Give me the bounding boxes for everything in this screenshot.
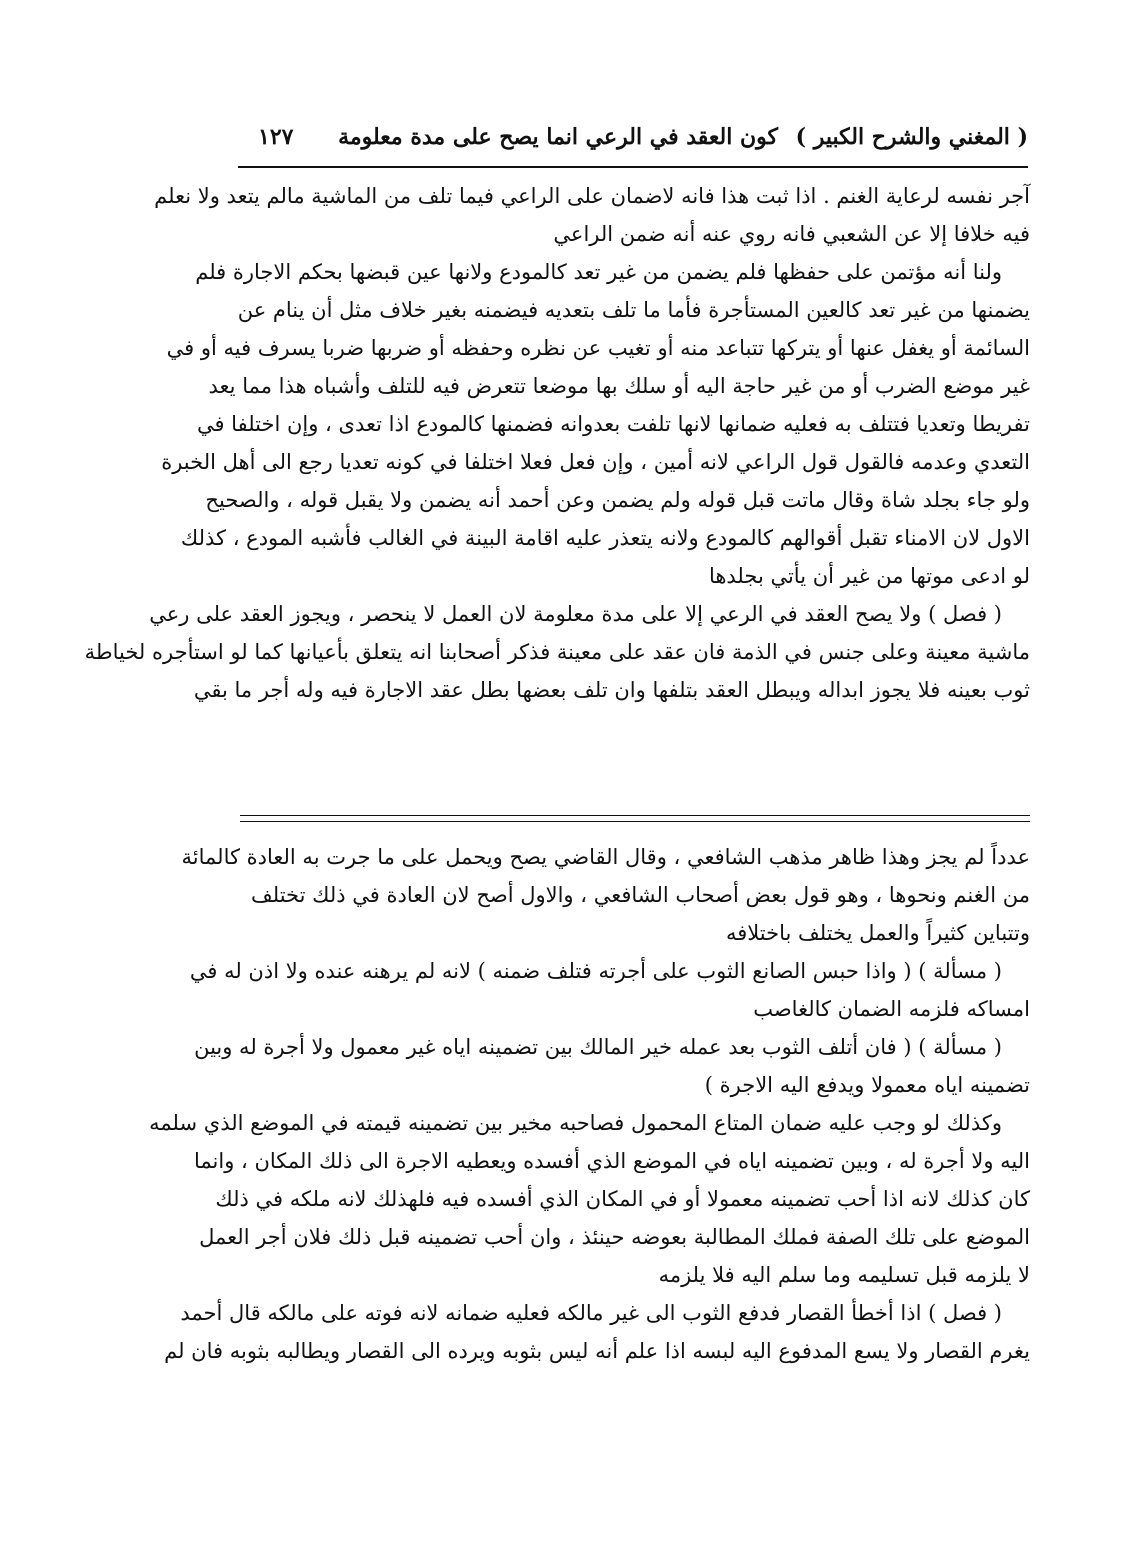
text-line: التعدي وعدمه فالقول قول الراعي لانه أمين ، وإن فعل فعلا اختلفا في كونه تعديا رجع الى أهل الخبرة	[161, 450, 1030, 474]
text-line: امساكه فلزمه الضمان كالغاصب	[753, 997, 1030, 1021]
page-header	[238, 122, 1028, 162]
text-line: اليه ولا أجرة له ، وبين تضمينه اياه في الموضع الذي أفسده ويعطيه الاجرة الى ذلك المكان ، وانما	[194, 1149, 1030, 1173]
text-line: ولو جاء بجلد شاة وقال ماتت قبل قوله ولم يضمن وعن أحمد أنه يضمن ولا يقبل قوله ، والصحيح	[205, 488, 1030, 512]
text-line: كان كذلك لانه اذا أحب تضمينه معمولا أو في المكان الذي أفسده فيه فلهذلك لانه ملكه في ذلك	[215, 1187, 1030, 1211]
text-line: من الغنم ونحوها ، وهو قول بعض أصحاب الشافعي ، والاول أصح لان العادة في ذلك تختلف	[251, 883, 1030, 907]
section-divider	[240, 815, 1030, 822]
text-line: ( مسألة ) ( فان أتلف الثوب بعد عمله خير المالك بين تضمينه اياه غير معمول ولا أجرة له وبين	[194, 1035, 1002, 1059]
text-line: يغرم القصار ولا يسع المدفوع اليه لبسه اذا علم أنه ليس بثوبه ويرده الى القصار ويطالبه بثوبه فان لم	[164, 1339, 1030, 1363]
text-line: يضمنها من غير تعد كالعين المستأجرة فأما ما تلف بتعديه فيضمنه بغير خلاف مثل أن ينام عن	[237, 298, 1030, 322]
text-line: السائمة أو يغفل عنها أو يتركها تتباعد منه أو تغيب عن نظره وحفظه أو ضربها ضربا يسرف فيه أو في	[166, 336, 1030, 360]
text-line: عدداً لم يجز وهذا ظاهر مذهب الشافعي ، وقال القاضي يصح ويحمل على ما جرت به العادة كالمائة	[181, 845, 1030, 869]
text-line: ( مسألة ) ( واذا حبس الصانع الثوب على أجرته فتلف ضمنه ) لانه لم يرهنه عنده ولا اذن له في	[189, 959, 1002, 983]
header-rule	[238, 166, 1028, 168]
text-line: وكذلك لو وجب عليه ضمان المتاع المحمول فصاحبه مخير بين تضمينه قيمته في الموضع الذي سلمه	[149, 1111, 1002, 1135]
text-line: لو ادعى موتها من غير أن يأتي بجلدها	[708, 564, 1030, 588]
text-line: فيه خلافا إلا عن الشعبي فانه روي عنه أنه ضمن الراعي	[553, 222, 1030, 246]
book-title: ( المغني والشرح الكبير )	[795, 124, 1028, 150]
text-line: الاول لان الامناء تقبل أقوالهم كالمودع ولانه يتعذر عليه اقامة البينة في الغالب فأشبه المودع ، كذلك	[180, 526, 1030, 550]
page-number: ١٢٧	[258, 124, 294, 150]
text-line: لا يلزمه قبل تسليمه وما سلم اليه فلا يلزمه	[658, 1263, 1030, 1287]
text-line: الموضع على تلك الصفة فملك المطالبة بعوضه حينئذ ، وان أحب تضمينه قبل ذلك فلان أجر العمل	[199, 1225, 1030, 1249]
text-line: ( فصل ) اذا أخطأ القصار فدفع الثوب الى غير مالكه فعليه ضمانه لانه فوته على مالكه قال أحمد	[180, 1301, 1002, 1325]
text-line: تضمينه اياه معمولا ويدفع اليه الاجرة )	[704, 1073, 1030, 1097]
lower-text-block	[149, 838, 1030, 1370]
text-line: تفريطا وتعديا فتتلف به فعليه ضمانها لانها تلفت بعدوانه فضمنها كالمودع اذا تعدى ، وإن اختلفا في	[196, 412, 1030, 436]
chapter-title: كون العقد في الرعي انما يصح على مدة معلومة	[338, 124, 778, 150]
text-line: ( فصل ) ولا يصح العقد في الرعي إلا على مدة معلومة لان العمل لا ينحصر ، ويجوز العقد على رعي	[149, 602, 1002, 626]
text-line: ولنا أنه مؤتمن على حفظها فلم يضمن من غير تعد كالمودع ولانها عين قبضها بحكم الاجارة فلم	[195, 260, 1002, 284]
text-line: غير موضع الضرب أو من غير حاجة اليه أو سلك بها موضعا تتعرض فيه للتلف وأشباه هذا مما يعد	[208, 374, 1030, 398]
text-line: ماشية معينة وعلى جنس في الذمة فان عقد على معينة فذكر أصحابنا انه يتعلق بأعيانها كما لو استأجره لخياطة	[84, 640, 1030, 664]
upper-text-block	[84, 177, 1030, 709]
text-line: آجر نفسه لرعاية الغنم . اذا ثبت هذا فانه لاضمان على الراعي فيما تلف من الماشية مالم يتعد ولا نعلم	[154, 184, 1030, 208]
text-line: وتتباين كثيراً والعمل يختلف باختلافه	[725, 921, 1030, 945]
text-line: ثوب بعينه فلا يجوز ابداله ويبطل العقد بتلفها وان تلف بعضها بطل عقد الاجارة فيه وله أجر ما بقي	[193, 678, 1030, 702]
